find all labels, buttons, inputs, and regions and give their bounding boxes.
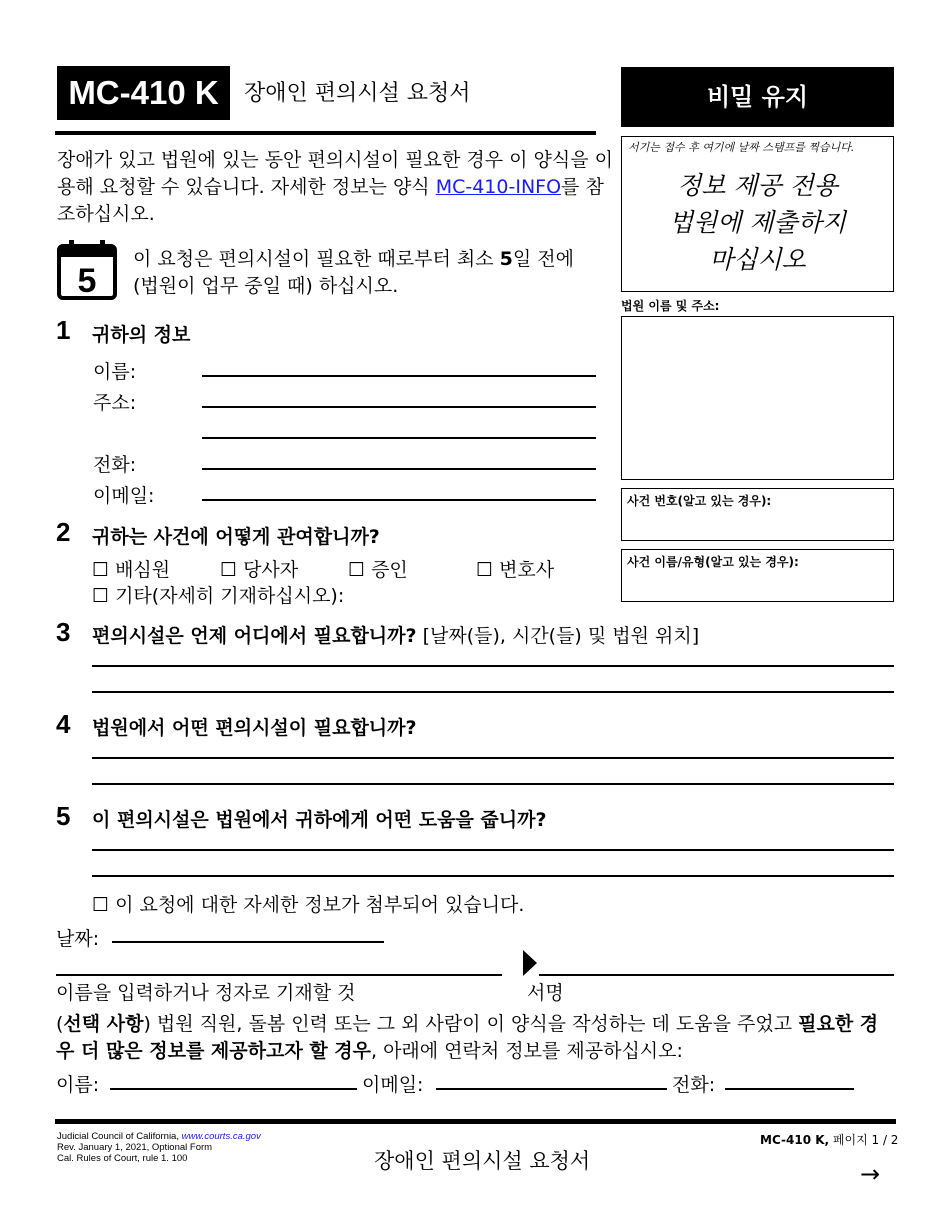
helper-name-label: 이름: xyxy=(56,1074,100,1096)
optional-text-2: , 아래에 연락처 정보를 제공하십시오: xyxy=(371,1040,683,1062)
footer-rule xyxy=(55,1119,896,1124)
deadline-days: 5 xyxy=(499,248,513,270)
name-field[interactable] xyxy=(202,375,596,377)
helper-email-field[interactable] xyxy=(436,1088,667,1090)
attachment-checkbox[interactable]: ☐ 이 요청에 대한 자세한 정보가 첨부되어 있습니다. xyxy=(92,894,525,916)
deadline-text-1: 이 요청은 편의시설이 필요한 때로부터 최소 xyxy=(133,248,500,270)
footer-council: Judicial Council of California, xyxy=(57,1131,182,1142)
phone-field[interactable] xyxy=(202,468,596,470)
section-3-hint: [날짜(들), 시간(들) 및 법원 위치] xyxy=(416,625,700,647)
section-4-number: 4 xyxy=(56,709,71,739)
optional-bold-condition: 필요한 경우 더 많은 정보를 제공하고자 할 경우 xyxy=(56,1013,879,1062)
optional-label: 선택 사항 xyxy=(63,1013,144,1035)
print-name-field[interactable] xyxy=(56,974,502,976)
court-address-field[interactable] xyxy=(621,316,894,480)
section-5-field-line1[interactable] xyxy=(92,849,894,851)
print-name-label: 이름을 입력하거나 정자로 기재할 것 xyxy=(56,982,356,1004)
case-name-field[interactable] xyxy=(621,549,894,602)
calendar-icon xyxy=(56,239,118,301)
stamp-line-3: 마십시오 xyxy=(709,245,806,274)
next-page-arrow-icon[interactable]: → xyxy=(860,1160,881,1188)
footer-website-link[interactable]: www.courts.ca.gov xyxy=(181,1131,261,1142)
page-form-id: MC-410 K, xyxy=(760,1133,830,1147)
signature-arrow-icon xyxy=(523,950,539,976)
section-3-number: 3 xyxy=(56,617,71,647)
case-number-field[interactable] xyxy=(621,488,894,541)
footer-form-title: 장애인 편의시설 요청서 xyxy=(374,1149,591,1173)
date-field[interactable] xyxy=(112,941,384,943)
stamp-note: 서기는 접수 후 여기에 날짜 스탬프를 찍습니다. xyxy=(628,141,855,154)
intro-text-end: 를 참조하십시오. xyxy=(57,176,604,225)
address-field-line2[interactable] xyxy=(202,437,596,439)
footer-council-line xyxy=(57,1131,261,1142)
section-2-number: 2 xyxy=(56,517,71,547)
section-4-field-line2[interactable] xyxy=(92,783,894,785)
stamp-main-text xyxy=(622,167,893,278)
section-2-title: 귀하는 사건에 어떻게 관여합니까? xyxy=(92,526,380,548)
email-field[interactable] xyxy=(202,499,596,501)
case-number-label: 사건 번호(알고 있는 경우): xyxy=(627,494,772,508)
section-1-number: 1 xyxy=(56,315,71,345)
helper-phone-label: 전화: xyxy=(672,1074,716,1096)
party-checkbox[interactable]: ☐ 당사자 xyxy=(220,559,299,581)
section-1-title: 귀하의 정보 xyxy=(92,324,191,346)
optional-open-paren: ( xyxy=(56,1013,64,1035)
intro-text-start: 장애가 있고 법원에 있는 동안 편의시설이 필요한 경우 이 양식을 이용해 요청할 수 있습니다. 자세한 정보는 양식 xyxy=(57,149,613,198)
section-3-field-line2[interactable] xyxy=(92,691,894,693)
helper-name-field[interactable] xyxy=(110,1088,357,1090)
deadline-text-2: 일 전에 (법원이 업무 중일 때) 하십시오. xyxy=(133,248,574,297)
helper-email-label: 이메일: xyxy=(362,1074,424,1096)
header-rule xyxy=(55,131,596,135)
section-5-field-line2[interactable] xyxy=(92,875,894,877)
intro-text xyxy=(57,147,617,228)
confidential-banner: 비밀 유지 xyxy=(621,67,894,127)
phone-label: 전화: xyxy=(93,454,137,476)
deadline-text xyxy=(133,246,603,300)
section-3-title: 편의시설은 언제 어디에서 필요합니까? xyxy=(92,625,417,647)
section-4-field-line1[interactable] xyxy=(92,757,894,759)
court-label: 법원 이름 및 주소: xyxy=(621,299,720,313)
email-label: 이메일: xyxy=(93,485,155,507)
signature-field[interactable] xyxy=(539,974,894,976)
page-count: 페이지 1 / 2 xyxy=(829,1133,899,1147)
clerk-stamp-box xyxy=(621,136,894,292)
footer-info xyxy=(57,1131,261,1164)
signature-label: 서명 xyxy=(527,982,564,1004)
page-number xyxy=(760,1131,898,1148)
helper-phone-field[interactable] xyxy=(725,1088,854,1090)
witness-checkbox[interactable]: ☐ 증인 xyxy=(348,559,408,581)
footer-rules: Cal. Rules of Court, rule 1. 100 xyxy=(57,1153,188,1164)
section-5-title: 이 편의시설은 법원에서 귀하에게 어떤 도움을 줍니까? xyxy=(92,809,547,831)
attorney-checkbox[interactable]: ☐ 변호사 xyxy=(476,559,555,581)
other-checkbox[interactable]: ☐ 기타(자세히 기재하십시오): xyxy=(92,585,345,607)
case-name-label: 사건 이름/유형(알고 있는 경우): xyxy=(627,555,799,569)
form-title: 장애인 편의시설 요청서 xyxy=(244,81,471,106)
address-field-line1[interactable] xyxy=(202,406,596,408)
name-label: 이름: xyxy=(93,361,137,383)
calendar-number: 5 xyxy=(77,262,97,300)
mc-410-info-link[interactable]: MC-410-INFO xyxy=(435,176,562,198)
footer-revision: Rev. January 1, 2021, Optional Form xyxy=(57,1142,213,1153)
section-3-heading xyxy=(92,621,699,648)
section-4-title: 법원에서 어떤 편의시설이 필요합니까? xyxy=(92,717,417,739)
form-id-badge: MC-410 K xyxy=(57,66,230,120)
optional-text-1: ) 법원 직원, 돌봄 인력 또는 그 외 사람이 이 양식을 작성하는 데 도움을 주었고 xyxy=(143,1013,799,1035)
stamp-line-1: 정보 제공 전용 xyxy=(677,171,838,200)
address-label: 주소: xyxy=(93,392,137,414)
date-label: 날짜: xyxy=(56,928,100,950)
section-5-number: 5 xyxy=(56,801,71,831)
section-3-field-line1[interactable] xyxy=(92,665,894,667)
optional-helper-text xyxy=(56,1011,886,1065)
stamp-line-2: 법원에 제출하지 xyxy=(669,208,846,237)
juror-checkbox[interactable]: ☐ 배심원 xyxy=(92,559,171,581)
